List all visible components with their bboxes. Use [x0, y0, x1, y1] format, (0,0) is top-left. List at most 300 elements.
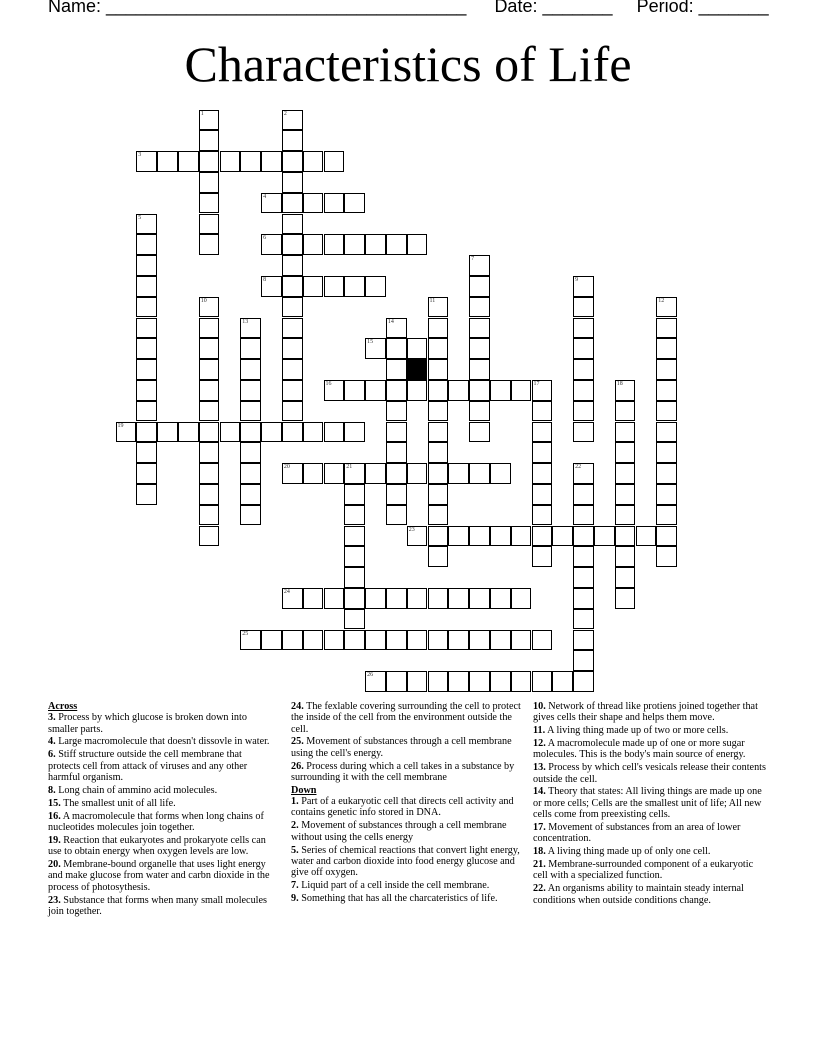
crossword-cell[interactable] — [656, 318, 677, 339]
crossword-cell[interactable] — [428, 463, 449, 484]
crossword-cell[interactable] — [532, 526, 553, 547]
crossword-cell[interactable] — [428, 484, 449, 505]
clue-across-19: 19. Reaction that eukaryotes and prokaryote cells can use to obtain energy when oxygen levels are low. — [48, 834, 266, 858]
crossword-grid — [116, 110, 699, 693]
clue-number: 18 — [616, 380, 623, 387]
clue-across-6: 6. Stiff structure outside the cell membrane that protects cell from attack of viruses and any other harmful organism. — [48, 749, 248, 783]
black-square — [407, 359, 428, 380]
crossword-cell[interactable] — [573, 297, 594, 318]
clue-across-24: 24. The fexlable covering surrounding the cell to protect the inside of the cell from the environment outside the cell. — [291, 701, 521, 735]
crossword-cell[interactable] — [324, 588, 345, 609]
crossword-cell[interactable] — [261, 276, 282, 297]
crossword-cell[interactable] — [261, 630, 282, 651]
crossword-cell[interactable] — [282, 214, 303, 235]
crossword-cell[interactable] — [136, 401, 157, 422]
crossword-cell[interactable] — [136, 359, 157, 380]
crossword-cell[interactable] — [532, 463, 553, 484]
crossword-cell[interactable] — [428, 546, 449, 567]
period-field[interactable]: Period: _______ — [636, 0, 769, 16]
crossword-cell[interactable] — [344, 546, 365, 567]
crossword-cell[interactable] — [573, 588, 594, 609]
clue-down-5: 5. Series of chemical reactions that convert light energy, water and carbon dioxide into food energy glucose and give off oxygen. — [291, 844, 520, 879]
worksheet-header — [48, 0, 769, 17]
crossword-cell[interactable] — [199, 526, 220, 547]
clue-down-9: 9. Something that has all the charcateristics of life. — [291, 892, 498, 904]
clue-number: 26 — [367, 672, 374, 679]
crossword-cell[interactable] — [532, 671, 553, 692]
crossword-cell[interactable] — [428, 318, 449, 339]
crossword-cell[interactable] — [615, 380, 636, 401]
crossword-cell[interactable] — [448, 588, 469, 609]
clue-number: 6 — [263, 235, 267, 242]
crossword-cell[interactable] — [240, 422, 261, 443]
crossword-cell[interactable] — [136, 380, 157, 401]
clues-column-2 — [291, 701, 523, 906]
crossword-cell[interactable] — [282, 318, 303, 339]
crossword-cell[interactable] — [240, 318, 261, 339]
crossword-cell[interactable] — [261, 193, 282, 214]
crossword-cell[interactable] — [532, 484, 553, 505]
crossword-cell[interactable] — [511, 588, 532, 609]
crossword-cell[interactable] — [469, 526, 490, 547]
crossword-cell[interactable] — [386, 338, 407, 359]
crossword-cell[interactable] — [199, 234, 220, 255]
crossword-cell[interactable] — [532, 401, 553, 422]
crossword-cell[interactable] — [344, 609, 365, 630]
crossword-cell[interactable] — [448, 380, 469, 401]
crossword-cell[interactable] — [136, 463, 157, 484]
crossword-cell[interactable] — [199, 151, 220, 172]
crossword-cell[interactable] — [303, 276, 324, 297]
crossword-cell[interactable] — [573, 338, 594, 359]
crossword-cell[interactable] — [469, 318, 490, 339]
crossword-cell[interactable] — [136, 276, 157, 297]
crossword-cell[interactable] — [469, 588, 490, 609]
clue-across-16: 16. A macromolecule that forms when long chains of nucleotides molecules join together. — [48, 810, 264, 833]
crossword-cell[interactable] — [656, 338, 677, 359]
crossword-cell[interactable] — [303, 234, 324, 255]
crossword-cell[interactable] — [178, 151, 199, 172]
crossword-cell[interactable] — [615, 422, 636, 443]
crossword-cell[interactable] — [656, 463, 677, 484]
crossword-cell[interactable] — [448, 526, 469, 547]
crossword-cell[interactable] — [407, 234, 428, 255]
crossword-cell[interactable] — [573, 630, 594, 651]
clue-number: 23 — [408, 526, 415, 533]
crossword-cell[interactable] — [344, 588, 365, 609]
crossword-cell[interactable] — [157, 422, 178, 443]
crossword-cell[interactable] — [386, 463, 407, 484]
crossword-cell[interactable] — [573, 463, 594, 484]
crossword-cell[interactable] — [324, 380, 345, 401]
clue-number: 2 — [283, 110, 287, 117]
crossword-cell[interactable] — [656, 442, 677, 463]
clue-across-15: 15. The smallest unit of all life. — [48, 797, 176, 809]
crossword-cell[interactable] — [386, 422, 407, 443]
crossword-cell[interactable] — [240, 484, 261, 505]
crossword-cell[interactable] — [199, 359, 220, 380]
crossword-cell[interactable] — [386, 630, 407, 651]
crossword-cell[interactable] — [136, 214, 157, 235]
clue-across-8: 8. Long chain of ammino acid molecules. — [48, 784, 218, 796]
crossword-cell[interactable] — [282, 255, 303, 276]
clue-number: 13 — [242, 318, 249, 325]
crossword-cell[interactable] — [136, 297, 157, 318]
crossword-cell[interactable] — [573, 505, 594, 526]
crossword-cell[interactable] — [407, 463, 428, 484]
crossword-cell[interactable] — [532, 630, 553, 651]
clue-down-13: 13. Process by which cell's vesicals release their contents outside the cell. — [533, 762, 766, 785]
crossword-cell[interactable] — [407, 630, 428, 651]
crossword-cell[interactable] — [282, 172, 303, 193]
crossword-cell[interactable] — [490, 588, 511, 609]
crossword-cell[interactable] — [240, 401, 261, 422]
crossword-cell[interactable] — [136, 338, 157, 359]
crossword-cell[interactable] — [303, 151, 324, 172]
crossword-cell[interactable] — [490, 526, 511, 547]
clues-column-3 — [533, 701, 769, 907]
crossword-cell[interactable] — [344, 234, 365, 255]
crossword-cell[interactable] — [428, 338, 449, 359]
crossword-cell[interactable] — [136, 234, 157, 255]
crossword-cell[interactable] — [573, 276, 594, 297]
crossword-cell[interactable] — [386, 318, 407, 339]
crossword-cell[interactable] — [532, 380, 553, 401]
page-title: Characteristics of Life — [184, 36, 632, 92]
crossword-cell[interactable] — [261, 151, 282, 172]
crossword-cell[interactable] — [365, 234, 386, 255]
crossword-cell[interactable] — [386, 380, 407, 401]
crossword-cell[interactable] — [365, 588, 386, 609]
crossword-cell[interactable] — [136, 151, 157, 172]
clue-down-12: 12. A macromolecule made up of one or more sugar molecules. This is the body's main source of energy. — [533, 738, 746, 761]
crossword-cell[interactable] — [365, 463, 386, 484]
clue-number: 19 — [117, 422, 124, 429]
crossword-cell[interactable] — [656, 297, 677, 318]
crossword-cell[interactable] — [199, 338, 220, 359]
clue-down-2: 2. Movement of substances through a cell membrane without using the cells energy — [291, 820, 507, 843]
crossword-cell[interactable] — [469, 338, 490, 359]
crossword-cell[interactable] — [615, 567, 636, 588]
crossword-cell[interactable] — [407, 526, 428, 547]
crossword-cell[interactable] — [573, 359, 594, 380]
crossword-cell[interactable] — [573, 380, 594, 401]
clue-number: 24 — [283, 588, 290, 595]
crossword-cell[interactable] — [428, 442, 449, 463]
crossword-cell[interactable] — [303, 630, 324, 651]
crossword-cell[interactable] — [282, 380, 303, 401]
crossword-cell[interactable] — [386, 484, 407, 505]
crossword-cell[interactable] — [428, 422, 449, 443]
crossword-cell[interactable] — [220, 422, 241, 443]
name-field[interactable]: Name: ____________________________________ — [48, 0, 467, 16]
crossword-cell[interactable] — [448, 630, 469, 651]
crossword-cell[interactable] — [282, 276, 303, 297]
crossword-cell[interactable] — [386, 505, 407, 526]
crossword-cell[interactable] — [615, 505, 636, 526]
crossword-cell[interactable] — [594, 526, 615, 547]
crossword-cell[interactable] — [178, 422, 199, 443]
crossword-cell[interactable] — [199, 318, 220, 339]
crossword-cell[interactable] — [136, 422, 157, 443]
crossword-cell[interactable] — [344, 484, 365, 505]
clue-number: 11 — [429, 297, 436, 304]
crossword-cell[interactable] — [428, 359, 449, 380]
crossword-cell[interactable] — [469, 630, 490, 651]
crossword-cell[interactable] — [324, 234, 345, 255]
crossword-cell[interactable] — [365, 630, 386, 651]
crossword-cell[interactable] — [636, 526, 657, 547]
crossword-cell[interactable] — [386, 401, 407, 422]
crossword-cell[interactable] — [573, 609, 594, 630]
crossword-cell[interactable] — [386, 359, 407, 380]
crossword-cell[interactable] — [199, 442, 220, 463]
across-heading: Across — [48, 701, 78, 712]
crossword-cell[interactable] — [532, 442, 553, 463]
crossword-cell[interactable] — [469, 297, 490, 318]
clue-number: 21 — [346, 464, 353, 471]
crossword-cell[interactable] — [428, 297, 449, 318]
clue-number: 4 — [263, 193, 267, 200]
crossword-cell[interactable] — [428, 526, 449, 547]
crossword-cell[interactable] — [615, 463, 636, 484]
crossword-cell[interactable] — [490, 630, 511, 651]
crossword-cell[interactable] — [240, 380, 261, 401]
clue-number: 3 — [138, 152, 142, 159]
down-heading: Down — [291, 784, 317, 796]
crossword-cell[interactable] — [199, 172, 220, 193]
crossword-cell[interactable] — [344, 422, 365, 443]
crossword-cell[interactable] — [282, 234, 303, 255]
crossword-cell[interactable] — [282, 630, 303, 651]
crossword-cell[interactable] — [469, 422, 490, 443]
crossword-cell[interactable] — [282, 193, 303, 214]
crossword-cell[interactable] — [220, 151, 241, 172]
crossword-cell[interactable] — [199, 214, 220, 235]
crossword-cell[interactable] — [282, 297, 303, 318]
crossword-cell[interactable] — [428, 401, 449, 422]
crossword-cell[interactable] — [261, 234, 282, 255]
crossword-cell[interactable] — [428, 671, 449, 692]
crossword-cell[interactable] — [656, 380, 677, 401]
clue-down-22: 22. An organisms ability to maintain steady internal conditions when outside conditions change. — [533, 883, 744, 906]
crossword-cell[interactable] — [282, 151, 303, 172]
crossword-cell[interactable] — [282, 359, 303, 380]
crossword-cell[interactable] — [199, 422, 220, 443]
crossword-cell[interactable] — [240, 338, 261, 359]
crossword-cell[interactable] — [282, 422, 303, 443]
crossword-cell[interactable] — [136, 318, 157, 339]
crossword-cell[interactable] — [344, 505, 365, 526]
crossword-cell[interactable] — [573, 484, 594, 505]
crossword-cell[interactable] — [469, 276, 490, 297]
crossword-cell[interactable] — [324, 422, 345, 443]
crossword-cell[interactable] — [199, 297, 220, 318]
clue-number: 16 — [325, 380, 332, 387]
crossword-cell[interactable] — [344, 463, 365, 484]
crossword-cell[interactable] — [490, 463, 511, 484]
crossword-cell[interactable] — [656, 359, 677, 380]
crossword-cell[interactable] — [573, 422, 594, 443]
clue-down-1: 1. Part of a eukaryotic cell that directs cell activity and contains genetic info stored in DNA. — [291, 796, 514, 819]
crossword-cell[interactable] — [199, 193, 220, 214]
crossword-cell[interactable] — [552, 526, 573, 547]
crossword-cell[interactable] — [573, 526, 594, 547]
crossword-cell[interactable] — [573, 650, 594, 671]
crossword-cell[interactable] — [303, 422, 324, 443]
clue-across-4: 4. Large macromolecule that doesn't dissovle in water. — [48, 736, 270, 748]
crossword-cell[interactable] — [656, 546, 677, 567]
crossword-cell[interactable] — [199, 484, 220, 505]
crossword-cell[interactable] — [240, 442, 261, 463]
crossword-cell[interactable] — [282, 588, 303, 609]
crossword-cell[interactable] — [240, 463, 261, 484]
crossword-cell[interactable] — [615, 588, 636, 609]
clue-number: 9 — [575, 276, 579, 283]
crossword-cell[interactable] — [615, 442, 636, 463]
crossword-cell[interactable] — [490, 671, 511, 692]
crossword-cell[interactable] — [573, 671, 594, 692]
clue-number: 22 — [575, 464, 582, 471]
crossword-cell[interactable] — [344, 567, 365, 588]
clues-column-1 — [48, 701, 276, 919]
crossword-cell[interactable] — [573, 567, 594, 588]
crossword-cell[interactable] — [344, 276, 365, 297]
clue-number: 15 — [367, 339, 374, 346]
clue-down-10: 10. Network of thread like protiens joined together that gives cells their shape and helps them move. — [533, 701, 758, 724]
crossword-cell[interactable] — [656, 401, 677, 422]
clue-down-7: 7. Liquid part of a cell inside the cell membrane. — [291, 880, 490, 892]
crossword-cell[interactable] — [344, 380, 365, 401]
crossword-cell[interactable] — [469, 401, 490, 422]
crossword-cell[interactable] — [469, 671, 490, 692]
crossword-cell[interactable] — [490, 380, 511, 401]
crossword-cell[interactable] — [365, 671, 386, 692]
crossword-cell[interactable] — [532, 546, 553, 567]
crossword-cell[interactable] — [136, 442, 157, 463]
crossword-cell[interactable] — [656, 526, 677, 547]
crossword-cell[interactable] — [282, 463, 303, 484]
crossword-cell[interactable] — [428, 630, 449, 651]
clue-down-11: 11. A living thing made up of two or more cells. — [533, 725, 729, 737]
crossword-cell[interactable] — [240, 505, 261, 526]
crossword-cell[interactable] — [157, 151, 178, 172]
crossword-cell[interactable] — [344, 193, 365, 214]
clue-across-23: 23. Substance that forms when many small molecules join together. — [48, 894, 267, 917]
crossword-cell[interactable] — [511, 630, 532, 651]
crossword-cell[interactable] — [365, 276, 386, 297]
crossword-cell[interactable] — [344, 630, 365, 651]
crossword-cell[interactable] — [240, 151, 261, 172]
crossword-cell[interactable] — [615, 526, 636, 547]
crossword-cell[interactable] — [511, 380, 532, 401]
crossword-cell[interactable] — [199, 463, 220, 484]
crossword-cell[interactable] — [303, 463, 324, 484]
crossword-cell[interactable] — [365, 338, 386, 359]
crossword-cell[interactable] — [448, 671, 469, 692]
crossword-cell[interactable] — [199, 110, 220, 131]
crossword-cell[interactable] — [511, 526, 532, 547]
crossword-cell[interactable] — [303, 588, 324, 609]
crossword-cell[interactable] — [428, 380, 449, 401]
crossword-cell[interactable] — [365, 380, 386, 401]
crossword-cell[interactable] — [469, 255, 490, 276]
crossword-cell[interactable] — [407, 338, 428, 359]
crossword-cell[interactable] — [136, 255, 157, 276]
crossword-cell[interactable] — [511, 671, 532, 692]
crossword-cell[interactable] — [199, 505, 220, 526]
crossword-cell[interactable] — [469, 380, 490, 401]
crossword-cell[interactable] — [240, 630, 261, 651]
crossword-cell[interactable] — [615, 401, 636, 422]
crossword-cell[interactable] — [386, 442, 407, 463]
crossword-cell[interactable] — [324, 276, 345, 297]
crossword-cell[interactable] — [386, 671, 407, 692]
crossword-cell[interactable] — [282, 130, 303, 151]
crossword-cell[interactable] — [282, 110, 303, 131]
crossword-cell[interactable] — [386, 234, 407, 255]
clue-across-3: 3. Process by which glucose is broken down into smaller parts. — [48, 712, 247, 735]
crossword-cell[interactable] — [428, 505, 449, 526]
crossword-cell[interactable] — [532, 422, 553, 443]
crossword-cell[interactable] — [469, 359, 490, 380]
crossword-cell[interactable] — [324, 151, 345, 172]
crossword-cell[interactable] — [428, 588, 449, 609]
clue-down-21: 21. Membrane-surrounded component of a eukaryotic cell with a specialized function. — [533, 859, 754, 882]
crossword-cell[interactable] — [407, 671, 428, 692]
clue-number: 12 — [658, 297, 665, 304]
crossword-cell[interactable] — [324, 463, 345, 484]
crossword-cell[interactable] — [656, 422, 677, 443]
crossword-cell[interactable] — [656, 505, 677, 526]
crossword-cell[interactable] — [448, 463, 469, 484]
crossword-cell[interactable] — [261, 422, 282, 443]
crossword-cell[interactable] — [199, 380, 220, 401]
crossword-cell[interactable] — [116, 422, 137, 443]
clue-number: 14 — [387, 318, 394, 325]
crossword-cell[interactable] — [532, 505, 553, 526]
clue-down-14: 14. Theory that states: All living things are made up one or more cells; Cells are the smallest unit of life; All new cells come from preexisting cells. — [533, 786, 762, 821]
crossword-cell[interactable] — [324, 630, 345, 651]
crossword-cell[interactable] — [407, 588, 428, 609]
crossword-cell[interactable] — [240, 359, 261, 380]
clue-number: 7 — [471, 256, 475, 263]
crossword-cell[interactable] — [407, 380, 428, 401]
crossword-cell[interactable] — [282, 401, 303, 422]
crossword-cell[interactable] — [573, 546, 594, 567]
crossword-cell[interactable] — [199, 130, 220, 151]
crossword-cell[interactable] — [552, 671, 573, 692]
clue-number: 17 — [533, 380, 540, 387]
crossword-cell[interactable] — [656, 484, 677, 505]
crossword-cell[interactable] — [615, 546, 636, 567]
crossword-cell[interactable] — [573, 401, 594, 422]
crossword-cell[interactable] — [303, 193, 324, 214]
crossword-cell[interactable] — [573, 318, 594, 339]
clue-across-20: 20. Membrane-bound organelle that uses light energy and make glucose from water and carbn dioxide in the process of photosythesis. — [48, 859, 270, 893]
crossword-cell[interactable] — [136, 484, 157, 505]
date-field[interactable]: Date: _______ — [494, 0, 613, 16]
crossword-cell[interactable] — [324, 193, 345, 214]
crossword-cell[interactable] — [386, 588, 407, 609]
crossword-cell[interactable] — [282, 338, 303, 359]
crossword-cell[interactable] — [469, 463, 490, 484]
crossword-cell[interactable] — [199, 401, 220, 422]
crossword-cell[interactable] — [615, 484, 636, 505]
crossword-cell[interactable] — [344, 526, 365, 547]
clue-across-26: 26. Process during which a cell takes in a substance by surrounding it with the cell membrane — [291, 760, 515, 783]
clue-number: 8 — [263, 276, 267, 283]
